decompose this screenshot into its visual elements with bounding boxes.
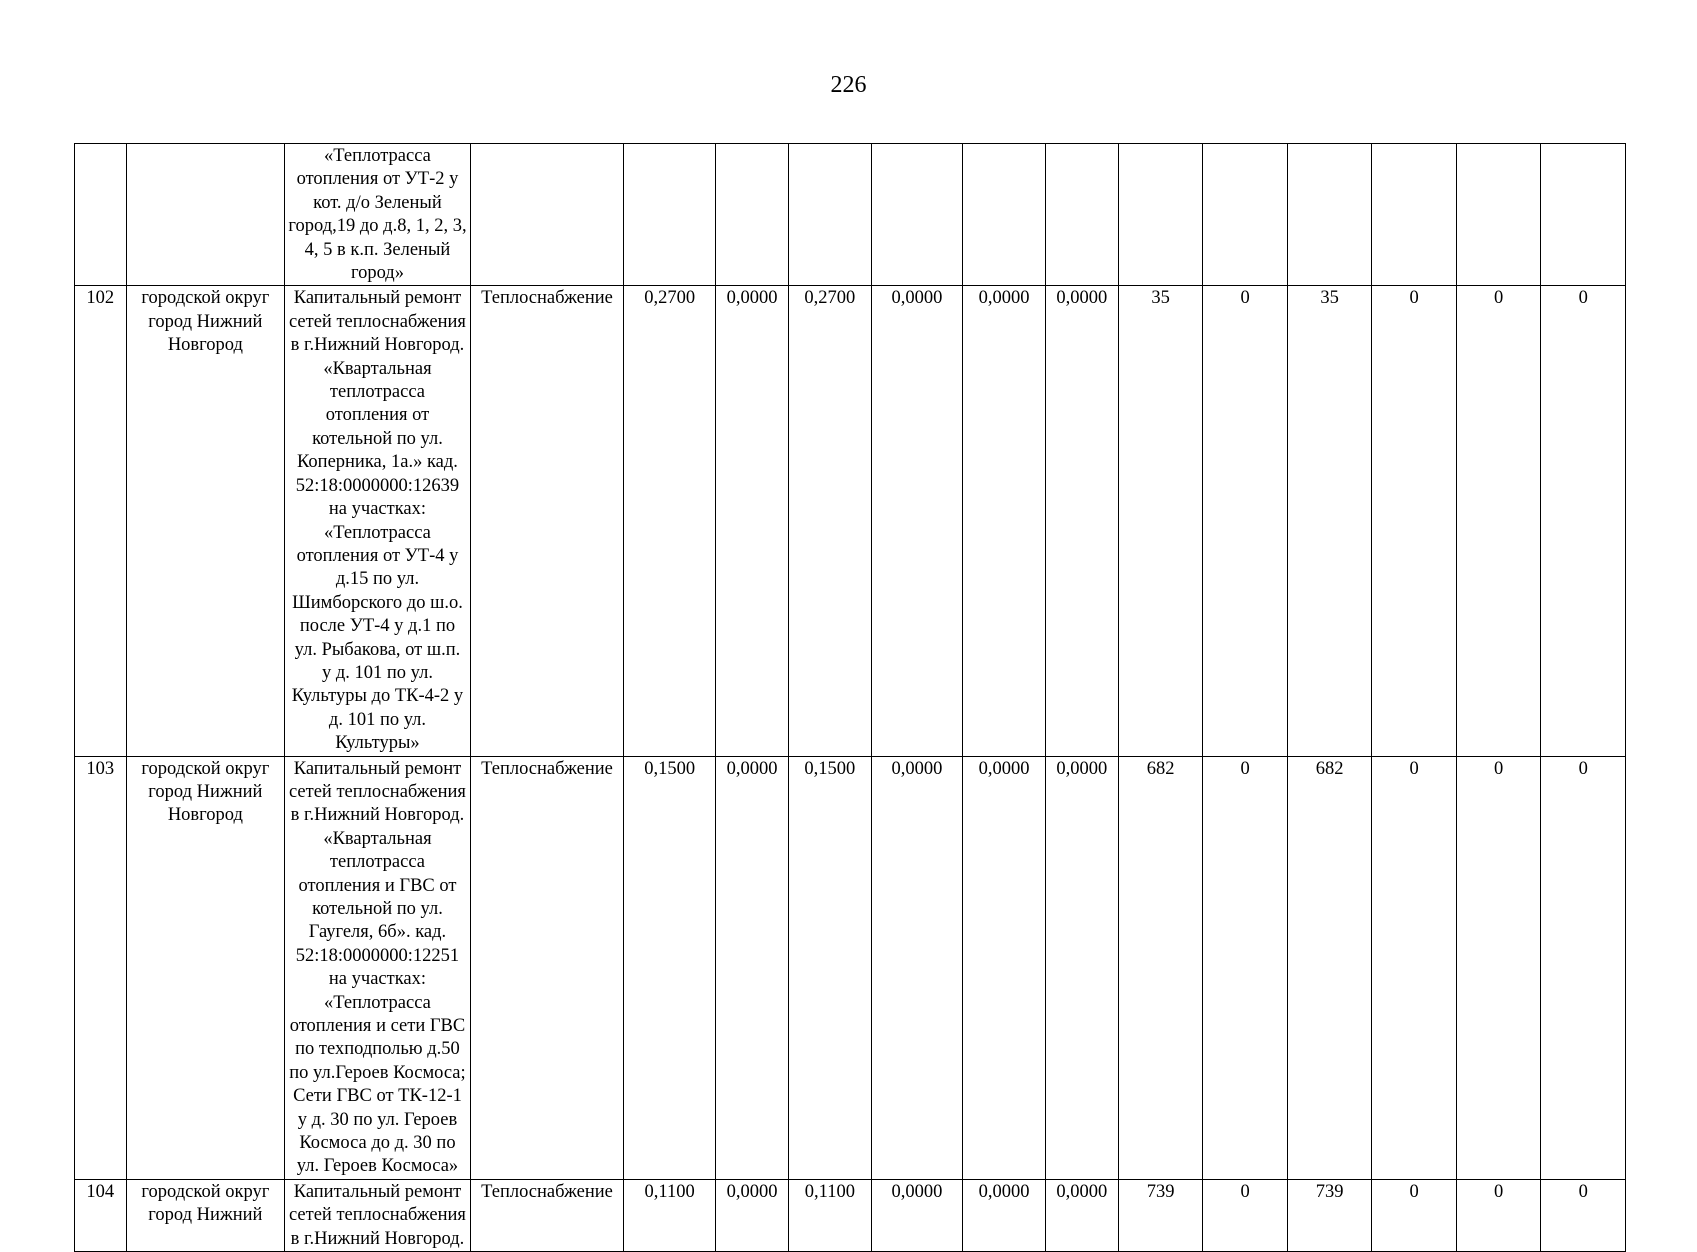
table-row xyxy=(75,756,1626,1179)
cell-territory: городской округ город Нижний Новгород xyxy=(126,286,285,756)
cell-value xyxy=(1045,144,1118,286)
cell-value xyxy=(1456,144,1541,286)
cell-territory: городской округ город Нижний xyxy=(126,1179,285,1251)
cell-value: 0,0000 xyxy=(871,1179,963,1251)
cell-territory: городской округ город Нижний Новгород xyxy=(126,756,285,1179)
cell-num: 104 xyxy=(75,1179,127,1251)
cell-value xyxy=(715,144,788,286)
cell-value: 0 xyxy=(1456,1179,1541,1251)
cell-value: 0,2700 xyxy=(624,286,716,756)
cell-territory xyxy=(126,144,285,286)
data-table xyxy=(74,143,1626,1252)
cell-value: 0,2700 xyxy=(789,286,871,756)
cell-value: 739 xyxy=(1118,1179,1203,1251)
cell-value: 0,0000 xyxy=(963,1179,1045,1251)
cell-type: Теплоснабжение xyxy=(470,286,624,756)
cell-value: 0,1500 xyxy=(789,756,871,1179)
cell-value: 35 xyxy=(1118,286,1203,756)
table-row-continuation xyxy=(75,144,1626,286)
cell-value: 0,0000 xyxy=(871,756,963,1179)
cell-value: 0,0000 xyxy=(1045,286,1118,756)
cell-value: 0 xyxy=(1541,1179,1626,1251)
cell-value: 0 xyxy=(1203,286,1288,756)
page-number: 226 xyxy=(830,72,867,98)
cell-value: 0 xyxy=(1372,756,1457,1179)
cell-value: 0 xyxy=(1456,756,1541,1179)
cell-value xyxy=(1118,144,1203,286)
cell-type xyxy=(470,144,624,286)
cell-value: 682 xyxy=(1287,756,1372,1179)
cell-value: 0,0000 xyxy=(1045,756,1118,1179)
cell-value xyxy=(624,144,716,286)
cell-value: 739 xyxy=(1287,1179,1372,1251)
cell-value: 0,1100 xyxy=(624,1179,716,1251)
cell-value: 0,0000 xyxy=(963,756,1045,1179)
cell-type: Теплоснабжение xyxy=(470,756,624,1179)
cell-object: Капитальный ремонт сетей теплоснабжения в г.Нижний Новгород. «Квартальная теплотрасса отопления и ГВС от котельной по ул. Гаугеля, 6б». кад. 52:18:0000000:12251 на участках: «Теплотрасса отопления и сети ГВС по техподполью д.50 по ул.Героев Космоса; Сети ГВС от ТК-12-1 у д. 30 по ул. Героев Космоса до д. 30 по ул. Героев Космоса» xyxy=(285,756,471,1179)
cell-value: 0 xyxy=(1203,1179,1288,1251)
cell-value xyxy=(789,144,871,286)
cell-value: 682 xyxy=(1118,756,1203,1179)
cell-object: «Теплотрасса отопления от УТ-2 у кот. д/о Зеленый город,19 до д.8, 1, 2, 3, 4, 5 в к.п. Зеленый город» xyxy=(285,144,471,286)
cell-value xyxy=(1541,144,1626,286)
table-row xyxy=(75,286,1626,756)
cell-object: Капитальный ремонт сетей теплоснабжения в г.Нижний Новгород. xyxy=(285,1179,471,1251)
cell-value: 0,0000 xyxy=(715,286,788,756)
cell-value: 0 xyxy=(1372,1179,1457,1251)
cell-object: Капитальный ремонт сетей теплоснабжения в г.Нижний Новгород. «Квартальная теплотрасса отопления от котельной по ул. Коперника, 1а.» кад. 52:18:0000000:12639 на участках: «Теплотрасса отопления от УТ-4 у д.15 по ул. Шимборского до ш.о. после УТ-4 у д.1 по ул. Рыбакова, от ш.п. у д. 101 по ул. Культуры до ТК-4-2 у д. 101 по ул. Культуры» xyxy=(285,286,471,756)
cell-value: 0 xyxy=(1541,286,1626,756)
cell-value: 0,0000 xyxy=(1045,1179,1118,1251)
cell-value: 35 xyxy=(1287,286,1372,756)
cell-value: 0 xyxy=(1203,756,1288,1179)
cell-value: 0 xyxy=(1456,286,1541,756)
cell-type: Теплоснабжение xyxy=(470,1179,624,1251)
cell-value xyxy=(1203,144,1288,286)
cell-value xyxy=(1287,144,1372,286)
cell-value: 0 xyxy=(1372,286,1457,756)
cell-value: 0,0000 xyxy=(871,286,963,756)
cell-num: 103 xyxy=(75,756,127,1179)
cell-value xyxy=(963,144,1045,286)
cell-value: 0,0000 xyxy=(715,1179,788,1251)
cell-value: 0,1100 xyxy=(789,1179,871,1251)
cell-value: 0 xyxy=(1541,756,1626,1179)
cell-num: 102 xyxy=(75,286,127,756)
cell-value xyxy=(871,144,963,286)
cell-value xyxy=(1372,144,1457,286)
table-row xyxy=(75,1179,1626,1251)
cell-value: 0,0000 xyxy=(963,286,1045,756)
cell-value: 0,0000 xyxy=(715,756,788,1179)
cell-num xyxy=(75,144,127,286)
cell-value: 0,1500 xyxy=(624,756,716,1179)
